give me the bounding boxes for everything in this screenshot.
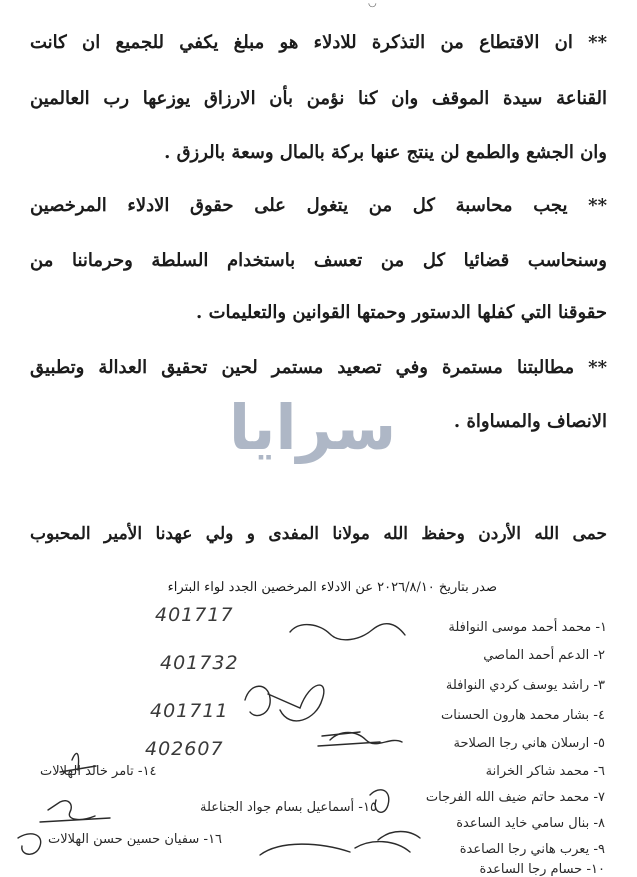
paragraph-line: حقوقنا التي كفلها الدستور وحمتها القوانين والتعليمات . xyxy=(196,302,607,323)
signatory-line: ١٥- أسماعيل بسام جواد الجناعلة xyxy=(200,800,377,815)
handwritten-number: 401717 xyxy=(155,604,234,626)
signature-scribble xyxy=(40,801,110,822)
paragraph-line: الانصاف والمساواة . xyxy=(453,411,607,432)
signature-scribble xyxy=(378,832,420,841)
handwritten-number: 401711 xyxy=(150,700,229,722)
signatory-line: ٦- محمد شاكر الخرانة xyxy=(485,764,605,779)
signatory-line: ٢- الدعم أحمد الماصي xyxy=(483,648,605,663)
paragraph-line: ** مطالبتنا مستمرة وفي تصعيد مستمر لحين تحقيق العدالة وتطبيق xyxy=(30,357,607,378)
signatory-line: ٩- يعرب هاني رجا الصاعدة xyxy=(459,842,605,857)
signature-scribble xyxy=(260,844,350,855)
signatory-line: ١٠- حسام رجا الساعدة xyxy=(479,862,605,877)
signature-scribble xyxy=(245,685,324,721)
signature-scribble xyxy=(290,624,405,640)
closing-salutation: حمى الله الأردن وحفظ الله مولانا المفدى و ولي عهدنا الأمير المحبوب xyxy=(30,524,607,544)
handwritten-number: 401732 xyxy=(160,652,239,674)
paragraph-line: وان الجشع والطمع لن ينتج عنها بركة بالمال وسعة بالرزق . xyxy=(164,142,607,163)
signature-scribble xyxy=(318,732,380,746)
paragraph-line: القناعة سيدة الموقف وان كنا نؤمن بأن الارزاق يوزعها رب العالمين xyxy=(30,88,607,109)
paragraph-line: ** يجب محاسبة كل من يتغول على حقوق الادلاء المرخصين xyxy=(30,195,607,216)
handwritten-number: 402607 xyxy=(145,738,224,760)
signatory-line: ٨- بنال سامي خايد الساعدة xyxy=(456,816,605,831)
signatory-line: ٧- محمد حاتم ضيف الله الفرجات xyxy=(425,790,605,805)
signatures-overlay xyxy=(0,590,637,875)
issued-date-line: صدر بتاريخ ٢٠٢٦/٨/١٠ عن الادلاء المرخصين الجدد لواء البتراء xyxy=(167,580,497,595)
signatory-line: ٣- راشد يوسف كردي النوافلة xyxy=(445,678,605,693)
signatory-line: ١٤- تامر خالد الهلالات xyxy=(40,764,157,779)
paragraph-line: وسنحاسب قضائيا كل من تعسف باستخدام السلطة وحرماننا من xyxy=(30,250,607,271)
watermark-logo xyxy=(205,390,420,465)
signatory-line: ١٦- سفيان حسين حسن الهلالات xyxy=(48,832,223,847)
signatory-line: ٤- بشار محمد هارون الحسنات xyxy=(441,708,605,723)
signatory-line: ١- محمد أحمد موسى النوافلة xyxy=(448,620,607,635)
signatory-line: ٥- ارسلان هاني رجا الصلاحة xyxy=(453,736,605,751)
watermark-text: سرايا xyxy=(228,391,397,464)
signature-scribble xyxy=(355,842,410,852)
signature-scribble xyxy=(60,753,96,772)
signature-scribble xyxy=(18,834,41,854)
signature-scribble xyxy=(370,790,389,813)
paragraph-line: ** ان الاقتطاع من التذكرة للادلاء هو مبلغ يكفي للجميع ان كانت xyxy=(30,32,607,53)
top-mark: ◡ xyxy=(368,0,377,9)
